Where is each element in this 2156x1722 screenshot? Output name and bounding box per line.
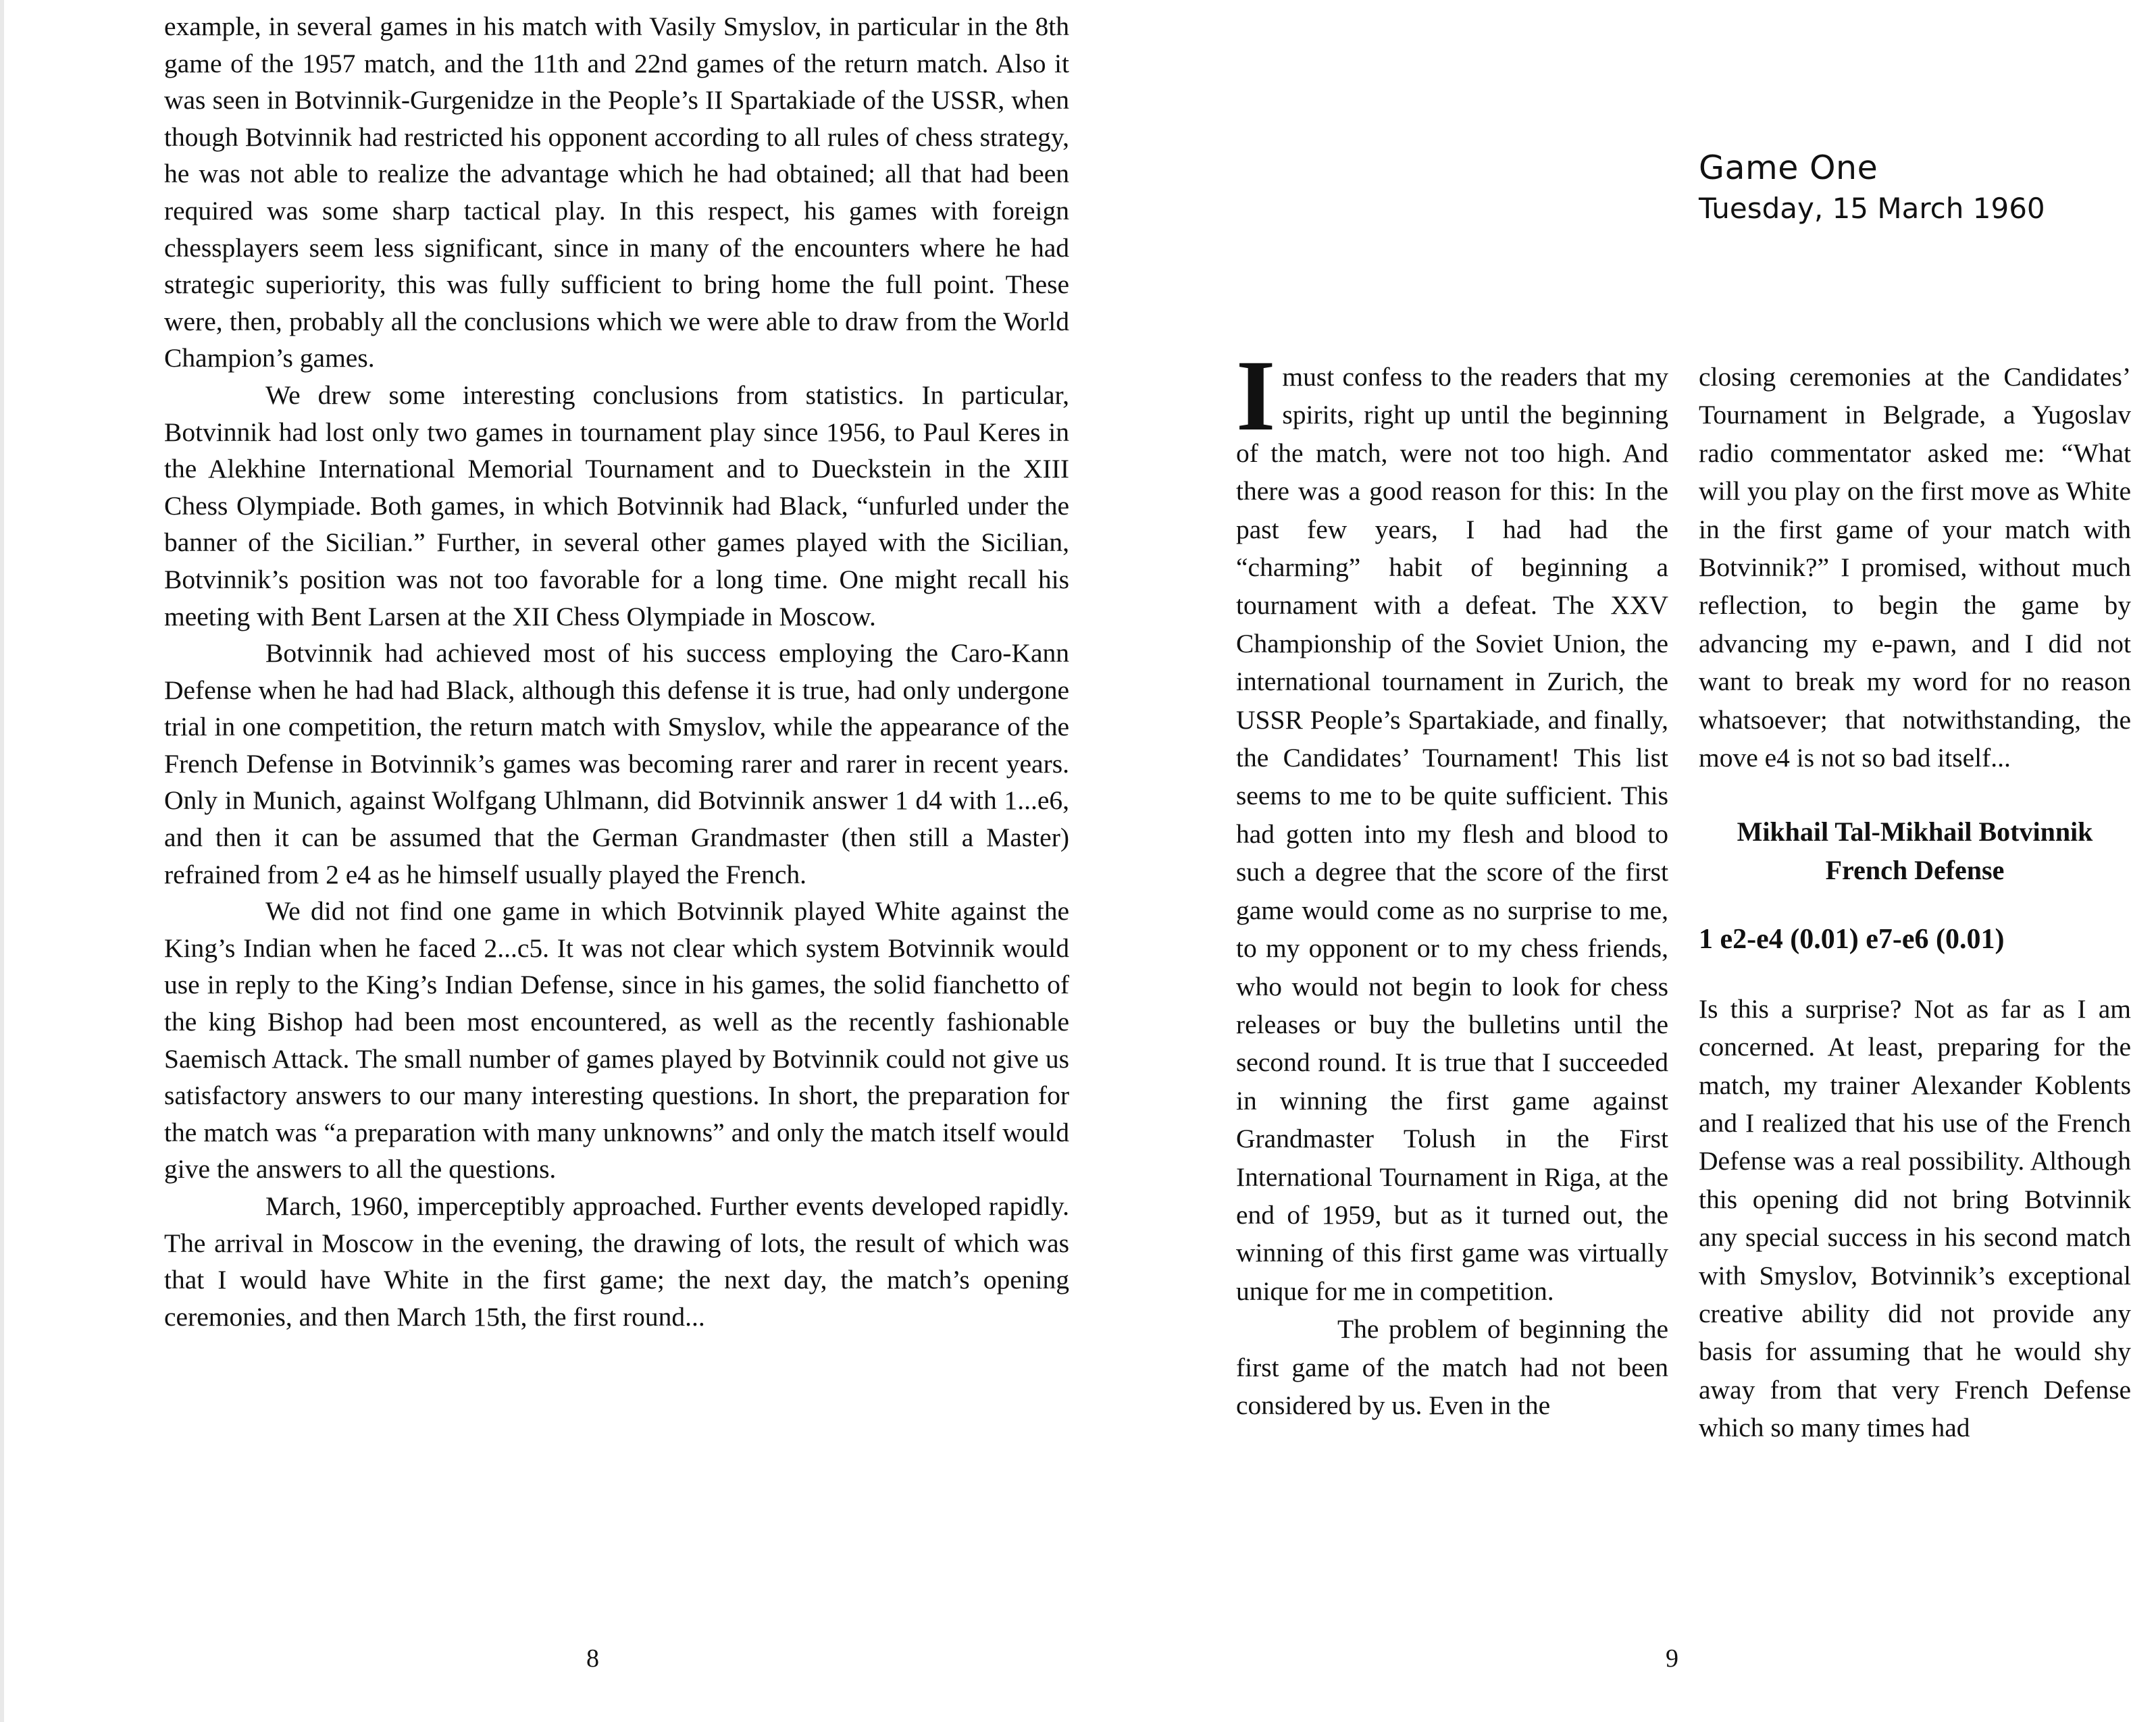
game-players-heading [1699,813,2131,889]
left-paragraph-3: Botvinnik had achieved most of his success employing the Caro-Kann Defense when he had had Black, although this defense it is true, had only undergone trial in one competition, the return match with Smyslov, while the appearance of the French Defense in Botvinnik’s games was becoming rarer and rarer in recent years. Only in Munich, against Wolfgang Uhlmann, did Botvinnik answer 1 d4 with 1...e6, and then it can be assumed that the German Grandmaster (then still a Master) refrained from 2 e4 as he himself usually played the French. [164,638,1069,889]
left-paragraph-1: example, in several games in his match with Vasily Smyslov, in particular in the 8th game of the 1957 match, and the 11th and 22nd games of the return match. Also it was seen in Botvinnik-Gurgenidze in the People’s II Spartakiade of the USSR, when though Botvinnik had restricted his opponent according to all rules of chess strategy, he was not able to realize the advantage which he had obtained; all that had been required was some sharp tactical play. In this respect, his games with foreign chessplayers seem less significant, since in many of the encounters where he had strategic superiority, this was fully sufficient to bring home the full point. These were, then, probably all the conclusions which we were able to draw from the World Champion’s games. [164,11,1069,373]
column2-paragraph-2: Is this a surprise? Not as far as I am concerned. At least, preparing for the match, my trainer Alexander Koblents and I realized that his use of the French Defense was a real possibility. Although this opening did not bring Botvinnik any special success in his second match with Smyslov, Botvinnik’s exceptional creative ability did not provide any basis for assuming that he would shy away from that very French Defense which so many times had [1699,993,2131,1443]
binding-edge [0,0,4,1722]
move-notation: 1 e2-e4 (0.01) e7-e6 (0.01) [1699,924,2005,956]
game-heading [1699,147,2045,228]
column1-paragraph-1-text: must confess to the readers that my spirits, right up until the beginning of the match, were not too high. And there was a good reason for this: In the past few years, I had had the “charming” habit of beginning a tournament with a defeat. The XXV Championship of the Soviet Union, the international tournament in Zurich, the USSR People’s Spartakiade, and finally, the Candidates’ Tournament! This list seems to me to be quite sufficient. This had gotten into my flesh and blood to such a degree that the score of the first game would come as no surprise to me, to my opponent or to my chess friends, who would not begin to look for chess releases or buy the bulletins until the second round. It is true that I succeeded in winning the first game against Grandmaster Tolush in the First International Tournament in Riga, at the end of 1959, but as it turned out, the winning of this first game was virtually unique for me in competition. [1236,362,1668,1306]
left-paragraph-4: We did not find one game in which Botvinnik played White against the King’s Indian when he faced 2...c5. It was not clear which system Botvinnik would use in reply to the King’s Indian Defense, since in his games, the solid fianchetto of the king Bishop had been most encountered, as well as the recently fashionable Saemisch Attack. The small number of games played by Botvinnik could not give us satisfactory answers to our many interesting questions. In short, the preparation for the match was “a preparation with many unknowns” and only the match itself would give the answers to all the questions. [164,896,1069,1184]
column1-paragraph-2: The problem of beginning the first game of the match had not been considered by us. Even in the [1236,1314,1668,1420]
page-number-right: 9 [1666,1644,1678,1673]
right-column-1 [1236,340,1668,1424]
page-number-left: 8 [586,1644,599,1673]
game-title: Game One [1699,149,1878,187]
column2-paragraph-1: closing ceremonies at the Candidates’ Tournament in Belgrade, a Yugoslav radio commentator asked me: “What will you play on the first move as White in the first game of your match with Botvinnik?” I promised, without much reflection, to begin the game by advancing my e-pawn, and I did not want to break my word for no reason whatsoever; that notwithstanding, the move e4 is not so bad itself... [1699,362,2131,773]
left-paragraph-2: We drew some interesting conclusions from statistics. In particular, Botvinnik had lost only two games in tournament play since 1956, to Paul Keres in the Alekhine International Memorial Tournament and to Dueckstein in the XIII Chess Olympiade. Both games, in which Botvinnik had Black, “unfurled under the banner of the Sicilian.” Further, in several other games played with the Sicilian, Botvinnik’s position was not too favorable for a long time. One might recall his meeting with Bent Larsen at the XII Chess Olympiade in Moscow. [164,380,1069,631]
column1-paragraph-1 [1236,340,1668,1310]
left-page-text [164,8,1069,1335]
drop-cap: I [1236,340,1276,452]
players-names: Mikhail Tal-Mikhail Botvinnik [1737,816,2093,847]
left-paragraph-5: March, 1960, imperceptibly approached. Further events developed rapidly. The arrival in Moscow in the evening, the drawing of lots, the result of which was that I would have White in the first game; the next day, the match’s opening ceremonies, and then March 15th, the first round... [164,1191,1069,1332]
opening-name: French Defense [1825,854,2005,885]
game-date: Tuesday, 15 March 1960 [1699,192,2045,225]
right-column-2 [1699,358,2131,1447]
